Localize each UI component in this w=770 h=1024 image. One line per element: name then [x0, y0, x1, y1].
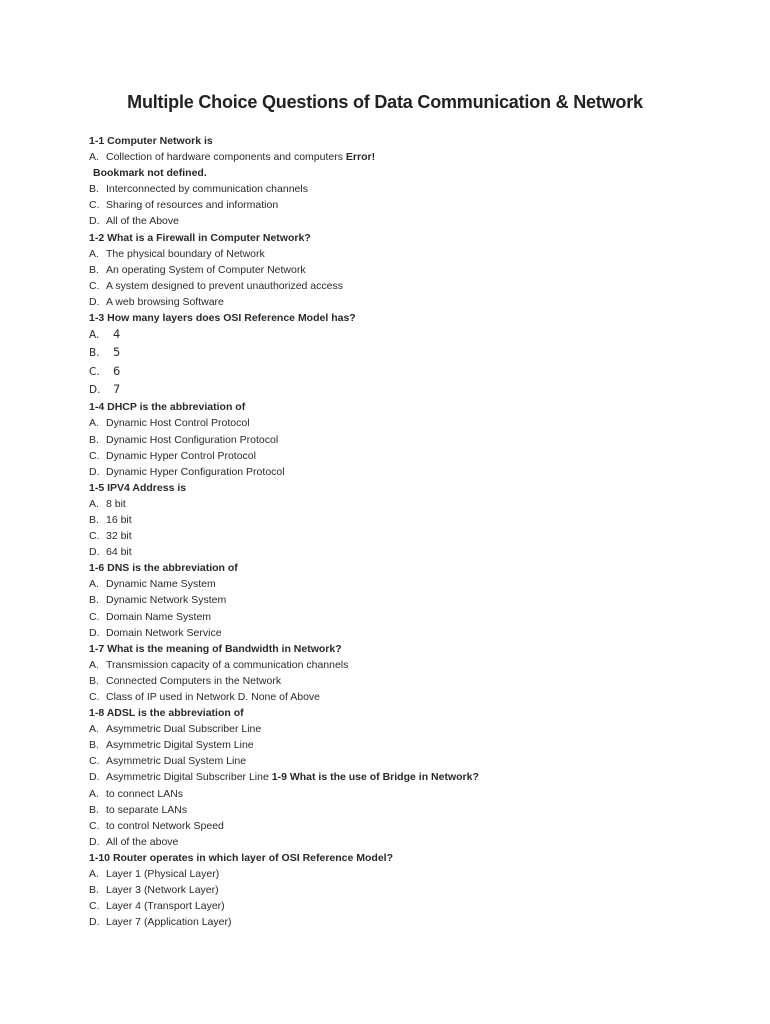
option-text: 6 [113, 363, 121, 378]
option-1-3-d [89, 381, 709, 399]
option-text: Interconnected by communication channels [106, 183, 308, 196]
option-text: 4 [113, 327, 121, 342]
option-letter: B. [89, 433, 99, 446]
question-text: What is the use of Bridge in Network? [289, 771, 479, 784]
option-1-10-d [89, 914, 709, 930]
option-1-6-d [89, 625, 709, 641]
option-letter: B. [89, 513, 99, 526]
option-text: Dynamic Hyper Configuration Protocol [106, 465, 285, 478]
question-text: ADSL is the abbreviation of [106, 707, 244, 720]
option-text: All of the Above [106, 215, 179, 228]
option-letter: C. [89, 691, 100, 703]
question-text: DHCP is the abbreviation of [107, 401, 246, 414]
option-1-7-b [89, 673, 709, 689]
question-number: 1-7 [89, 642, 105, 655]
option-letter: A. [89, 417, 99, 430]
option-text: Transmission capacity of a communication channels [106, 658, 349, 671]
option-text: Layer 4 (Transport Layer) [106, 900, 225, 913]
option-letter: D. [89, 384, 101, 397]
option-text: 64 bit [106, 546, 132, 559]
option-letter: B. [89, 803, 99, 816]
option-text: Asymmetric Digital Subscriber Line [106, 771, 269, 784]
option-letter: C. [89, 199, 100, 212]
question-text: What is a Firewall in Computer Network? [107, 231, 311, 244]
option-letter: D. [89, 215, 100, 228]
question-number: 1-8 [89, 707, 105, 720]
question-1-7 [89, 641, 709, 657]
option-1-4-d [89, 464, 709, 480]
option-letter: A. [89, 723, 99, 736]
option-letter: D. [89, 295, 100, 308]
option-letter: D. [237, 691, 249, 703]
option-letter: A. [89, 247, 99, 260]
option-text: A system designed to prevent unauthorized access [106, 279, 343, 292]
option-text: All of the above [106, 835, 179, 848]
option-letter: A. [89, 868, 99, 881]
question-text: Computer Network is [107, 135, 213, 147]
option-1-9-c [89, 818, 709, 834]
page-title: Multiple Choice Questions of Data Communication & Network [127, 92, 643, 112]
option-text: Dynamic Hyper Control Protocol [106, 449, 256, 462]
option-text: Layer 7 (Application Layer) [106, 916, 232, 929]
option-text: Asymmetric Dual Subscriber Line [106, 723, 262, 736]
option-letter: B. [89, 674, 99, 687]
option-text: 32 bit [106, 530, 132, 543]
option-text: Dynamic Host Configuration Protocol [106, 433, 279, 446]
option-1-8-d [89, 769, 709, 785]
option-text: An operating System of Computer Network [106, 263, 306, 276]
option-1-7-cd [89, 689, 709, 705]
question-number: 1-1 [89, 135, 105, 147]
option-text: Asymmetric Dual System Line [106, 755, 247, 768]
option-1-8-a [89, 721, 709, 737]
option-text: to connect LANs [106, 787, 184, 800]
option-1-9-d [89, 834, 709, 850]
option-1-2-c [89, 278, 709, 294]
option-text: 7 [113, 382, 121, 397]
option-text: Asymmetric Digital System Line [106, 739, 254, 752]
question-number: 1-10 [89, 851, 111, 864]
option-1-6-a [89, 576, 709, 592]
option-1-1-d [89, 213, 709, 229]
option-text: Dynamic Host Control Protocol [106, 417, 250, 430]
option-text: None of Above [251, 691, 321, 703]
option-1-6-c [89, 609, 709, 625]
option-1-6-b [89, 592, 709, 608]
question-1-5 [89, 480, 709, 496]
option-1-10-a [89, 866, 709, 882]
option-letter: B. [89, 594, 99, 607]
question-1-6 [89, 560, 709, 576]
option-1-4-b [89, 432, 709, 448]
option-letter: C. [89, 279, 100, 292]
option-1-8-b [89, 737, 709, 753]
question-1-3 [89, 310, 709, 326]
option-text: to control Network Speed [106, 819, 224, 832]
option-text: Domain Name System [106, 610, 212, 623]
option-text: Collection of hardware components and computers [106, 151, 343, 164]
question-number: 1-4 [89, 401, 105, 414]
option-1-2-d [89, 294, 709, 310]
option-text: 5 [113, 345, 121, 360]
option-1-4-a [89, 415, 709, 431]
question-1-8 [89, 705, 709, 721]
question-number: 1-3 [89, 312, 105, 325]
option-text: to separate LANs [106, 803, 188, 816]
option-1-8-c [89, 753, 709, 769]
option-text: Dynamic Network System [106, 594, 227, 607]
option-letter: C. [89, 610, 100, 623]
question-1-1 [89, 133, 709, 149]
question-text: IPV4 Address is [107, 481, 187, 494]
option-text: Layer 3 (Network Layer) [106, 884, 219, 897]
option-text: 16 bit [106, 513, 132, 526]
option-letter: A. [89, 658, 99, 671]
option-letter: D. [89, 465, 100, 478]
option-letter: B. [89, 347, 100, 360]
option-text: 8 bit [106, 497, 126, 510]
option-letter: B. [89, 884, 99, 897]
question-number: 1-9 [271, 771, 287, 784]
option-text: Connected Computers in the Network [106, 674, 282, 687]
option-text: Dynamic Name System [106, 578, 216, 591]
option-1-1-a [89, 149, 709, 165]
error-message: Error! [345, 151, 376, 164]
question-1-10 [89, 850, 709, 866]
question-number: 1-6 [89, 562, 105, 575]
option-letter: A. [89, 787, 99, 800]
option-1-2-b [89, 262, 709, 278]
question-text: What is the meaning of Bandwidth in Network? [107, 642, 342, 655]
question-1-2 [89, 230, 709, 246]
option-1-3-b [89, 344, 709, 362]
option-1-4-c [89, 448, 709, 464]
option-1-5-d [89, 544, 709, 560]
option-text: Class of IP used in Network [106, 691, 235, 703]
option-1-10-c [89, 898, 709, 914]
option-letter: C. [89, 449, 100, 462]
option-1-1-c [89, 197, 709, 213]
option-letter: C. [89, 900, 100, 913]
question-1-9 [272, 771, 479, 783]
option-letter: B. [89, 739, 99, 752]
option-text: A web browsing Software [106, 295, 224, 308]
option-letter: D. [89, 771, 100, 784]
question-number: 1-2 [89, 231, 105, 244]
option-letter: C. [89, 365, 100, 378]
option-1-3-a [89, 326, 709, 344]
question-list [89, 133, 709, 930]
option-letter: A. [89, 497, 99, 510]
question-text: How many layers does OSI Reference Model has? [107, 312, 356, 325]
option-letter: D. [89, 835, 100, 848]
option-1-10-b [89, 882, 709, 898]
option-1-9-a [89, 786, 709, 802]
option-1-5-c [89, 528, 709, 544]
option-1-7-a [89, 657, 709, 673]
option-text: Sharing of resources and information [106, 199, 279, 212]
option-letter: D. [89, 916, 100, 929]
option-letter: A. [89, 578, 99, 591]
error-message-continued: Bookmark not defined. [93, 167, 207, 180]
option-letter: D. [89, 546, 100, 559]
option-letter: C. [89, 530, 100, 543]
option-letter: C. [89, 755, 100, 768]
option-1-1-b [89, 181, 709, 197]
option-letter: A. [89, 151, 99, 164]
option-1-3-c [89, 363, 709, 381]
option-letter: B. [89, 183, 99, 196]
option-text: The physical boundary of Network [106, 247, 265, 260]
question-text: Router operates in which layer of OSI Reference Model? [112, 851, 394, 864]
option-letter: A. [89, 329, 100, 342]
option-1-2-a [89, 246, 709, 262]
option-1-9-b [89, 802, 709, 818]
option-text: Layer 1 (Physical Layer) [106, 868, 220, 881]
option-letter: C. [89, 819, 100, 832]
option-text: Domain Network Service [106, 626, 222, 639]
option-1-5-a [89, 496, 709, 512]
question-1-4 [89, 399, 709, 415]
question-text: DNS is the abbreviation of [107, 562, 238, 575]
option-1-5-b [89, 512, 709, 528]
question-number: 1-5 [89, 481, 105, 494]
option-letter: D. [89, 626, 100, 639]
option-letter: B. [89, 263, 99, 276]
